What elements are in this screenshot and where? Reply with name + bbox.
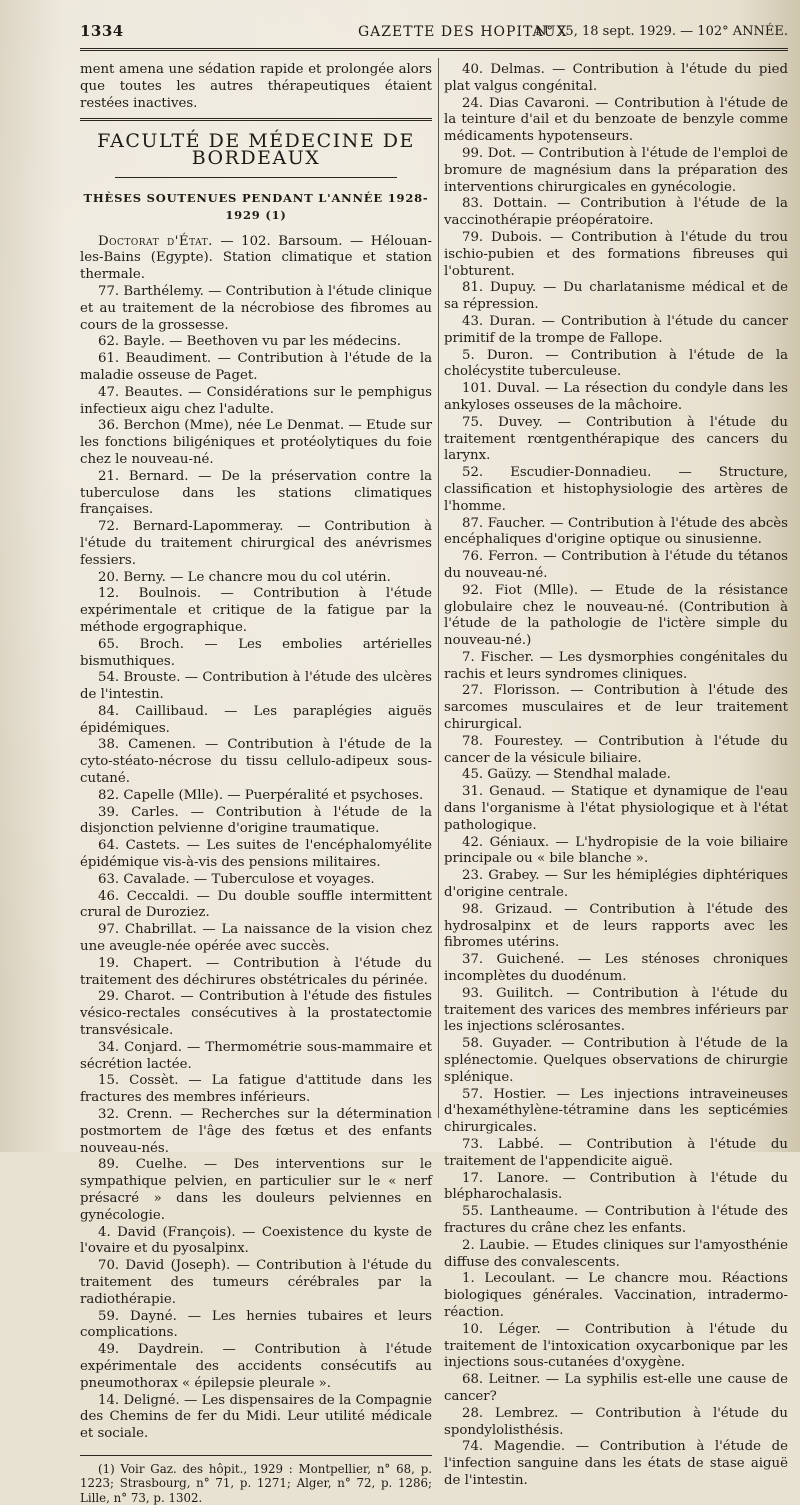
thesis-entry: 42. Géniaux. — L'hydropisie de la voie biliaire principale ou « bile blanche ». [444, 834, 788, 867]
entry-text: 21. Bernard. — De la préservation contre la tuberculose dans les stations climatiques françaises. [80, 468, 432, 518]
entry-text: — 102. Barsoum. — Hélouan-les-Bains (Egypte). Station climatique et station thermale. [80, 233, 432, 283]
thesis-entry [80, 637, 432, 671]
thesis-entry [80, 1073, 432, 1107]
thesis-entry [80, 670, 432, 704]
thesis-entry: 78. Fourestey. — Contribution à l'étude du cancer de la vésicule biliaire. [444, 733, 788, 766]
thesis-entry: 5. Duron. — Contribution à l'étude de la cholécystite tuberculeuse. [444, 347, 788, 380]
entry-text: 39. Carles. — Contribution à l'étude de la disjonction pelvienne d'origine traumatique. [80, 804, 432, 837]
thesis-entry [80, 385, 432, 419]
thesis-entry [80, 334, 432, 351]
entry-text: 54. Brouste. — Contribution à l'étude des ulcères de l'intestin. [80, 670, 432, 703]
thesis-entry [80, 956, 432, 990]
thesis-entry [80, 519, 432, 569]
thesis-entry [80, 351, 432, 385]
thesis-entry [80, 469, 432, 519]
thesis-entry: 101. Duval. — La résection du condyle dans les ankyloses osseuses de la mâchoire. [444, 381, 788, 413]
entry-text: 77. Barthélemy. — Contribution à l'étude clinique et au traitement de la nécrobiose des fibromes au cours de la grossesse. [80, 283, 432, 333]
right-thesis-list [444, 62, 788, 1490]
entry-text: 61. Beaudiment. — Contribution à l'étude de la maladie osseuse de Paget. [80, 351, 432, 383]
thesis-entry: 73. Labbé. — Contribution à l'étude du traitement de l'appendicite aiguë. [444, 1137, 788, 1169]
left-column [80, 62, 432, 1505]
thesis-entry [80, 872, 432, 889]
journal-title: GAZETTE DES HOPITAUX [358, 24, 568, 40]
thesis-entry: 58. Guyader. — Contribution à l'étude de la splénectomie. Quelques observations de chirurgie splénique. [444, 1036, 788, 1085]
thesis-entry [80, 570, 432, 587]
entry-text: 14. Deligné. — Les dispensaires de la Compagnie des Chemins de fer du Midi. Leur utilité médicale et sociale. [80, 1392, 432, 1442]
thesis-entry: 45. Gaüzy. — Stendhal malade. [462, 767, 671, 783]
entry-text: 72. Bernard-Lapommeray. — Contribution à l'étude du traitement chirurgical des anévrismes fessiers. [80, 519, 432, 568]
entry-text: 34. Conjard. — Thermométrie sous-mammaire et sécrétion lactée. [80, 1039, 432, 1072]
entry-text: 49. Daydrein. — Contribution à l'étude expérimentale des accidents consécutifs au pneumothorax « épilepsie pleurale ». [80, 1342, 432, 1391]
theses-title: THÈSES SOUTENUES PENDANT L'ANNÉE 1928-1929 (1) [83, 190, 429, 222]
title-rule [115, 177, 397, 178]
thesis-entry [80, 838, 432, 872]
entry-text: 32. Crenn. — Recherches sur la détermination postmortem de l'âge des fœtus et des enfants nouveau-nés. [80, 1107, 432, 1156]
entry-text: 82. Capelle (Mlle). — Puerpéralité et psychoses. [98, 787, 424, 803]
thesis-entry: 55. Lantheaume. — Contribution à l'étude des fractures du crâne chez les enfants. [444, 1204, 788, 1236]
entry-text: 46. Ceccaldi. — Du double souffle intermittent crural de Duroziez. [80, 888, 432, 921]
thesis-entry: 40. Delmas. — Contribution à l'étude du pied plat valgus congénital. [444, 62, 788, 94]
entry-text: 97. Chabrillat. — La naissance de la vision chez une aveugle-née opérée avec succès. [80, 922, 432, 955]
entry-text: 59. Dayné. — Les hernies tubaires et leurs complications. [80, 1308, 432, 1341]
thesis-entry: 75. Duvey. — Contribution à l'étude du traitement rœntgenthérapique des cancers du larynx. [444, 414, 788, 464]
thesis-entry: 74. Magendie. — Contribution à l'étude de l'infection sanguine dans les états de stase aiguë de l'intestin. [444, 1439, 788, 1488]
thesis-entry: 68. Leitner. — La syphilis est-elle une cause de cancer? [444, 1372, 788, 1404]
thesis-entry [80, 1225, 432, 1259]
thesis-entry: 7. Fischer. — Les dysmorphies congénitales du rachis et leurs syndromes cliniques. [444, 649, 788, 682]
entry-text: 29. Charot. — Contribution à l'étude des fistules vésico-rectales consécutives à la prostatectomie transvésicale. [80, 989, 432, 1039]
thesis-entry: 28. Lembrez. — Contribution à l'étude du spondylolisthésis. [444, 1405, 788, 1438]
faculty-title: FACULTÉ DE MÉDECINE DE BORDEAUX [97, 130, 415, 170]
thesis-entry: 83. Dottain. — Contribution à l'étude de la vaccinothérapie préopératoire. [444, 196, 788, 229]
thesis-entry: 43. Duran. — Contribution à l'étude du cancer primitif de la trompe de Fallope. [444, 313, 788, 346]
thesis-entry [80, 284, 432, 334]
left-thesis-list [80, 234, 432, 1443]
entry-text: 70. David (Joseph). — Contribution à l'étude du traitement des tumeurs cérébrales par la radiothérapie. [80, 1258, 432, 1307]
thesis-entry [80, 1040, 432, 1074]
entry-text: 64. Castets. — Les suites de l'encéphalomyélite épidémique vis-à-vis des pensions militaires. [80, 838, 432, 871]
thesis-entry [80, 1258, 432, 1308]
thesis-entry: 1. Lecoulant. — Le chancre mou. Réactions biologiques générales. Vaccination, intradermo-réaction. [444, 1271, 788, 1320]
entry-text: 12. Boulnois. — Contribution à l'étude expérimentale et critique de la fatigue par la méthode ergographique. [80, 586, 432, 635]
entry-text: 47. Beautes. — Considérations sur le pemphigus infectieux aigu chez l'adulte. [80, 384, 432, 417]
thesis-entry [80, 1393, 432, 1443]
thesis-entry: 92. Fiot (Mlle). — Etude de la résistance globulaire chez le nouveau-né. (Contribution à l'étude de la pathologie de l'ictère simple du nouveau-né.) [444, 582, 788, 649]
issue-info: N° 75, 18 sept. 1929. — 102° ANNÉE. [535, 24, 788, 39]
thesis-entry: 10. Léger. — Contribution à l'étude du traitement de l'intoxication oxycarbonique par les injections sous-cutanées d'oxygène. [444, 1321, 788, 1371]
entry-text: 89. Cuelhe. — Des interventions sur le sympathique pelvien, en particulier sur le « nerf présacré » dans les douleurs pelviennes en gynécologie. [80, 1157, 432, 1223]
thesis-entry: 23. Grabey. — Sur les hémiplégies diphtériques d'origine centrale. [444, 868, 788, 901]
entry-text: 36. Berchon (Mme), née Le Denmat. — Etude sur les fonctions biligéniques et protéolytiques du foie chez le nouveau-né. [80, 418, 432, 467]
entry-text: 19. Chapert. — Contribution à l'étude du traitement des déchirures obstétricales du périnée. [80, 955, 432, 988]
thesis-entry: 24. Dias Cavaroni. — Contribution à l'étude de la teinture d'ail et du benzoate de benzyle comme médicaments hypotenseurs. [444, 95, 788, 145]
thesis-entry [80, 1309, 432, 1343]
thesis-entry [80, 989, 432, 1039]
thesis-entry [80, 805, 432, 839]
entry-text: 4. David (François). — Coexistence du kyste de l'ovaire et du pyosalpinx. [80, 1224, 432, 1257]
thesis-entry: 17. Lanore. — Contribution à l'étude du blépharochalasis. [444, 1170, 788, 1203]
thesis-entry: 87. Faucher. — Contribution à l'étude des abcès encéphaliques d'origine optique ou sinusienne. [444, 515, 788, 548]
right-column [444, 62, 788, 1490]
thesis-entry: 31. Genaud. — Statique et dynamique de l'eau dans l'organisme à l'état physiologique et à l'état pathologique. [444, 784, 788, 833]
thesis-entry: 52. Escudier-Donnadieu. — Structure, classification et histophysiologie des artères de l'homme. [444, 465, 788, 514]
entry-text: 20. Berny. — Le chancre mou du col utérin. [98, 569, 391, 585]
thesis-entry [80, 1342, 432, 1392]
section-rule [80, 118, 432, 121]
entry-heading: Doctorat d'État. [98, 233, 213, 249]
entry-text: 15. Cossèt. — La fatigue d'attitude dans les fractures des membres inférieurs. [80, 1073, 432, 1106]
intro-paragraph: ment amena une sédation rapide et prolongée alors que toutes les autres thérapeutiques étaient restées inactives. [80, 62, 432, 111]
thesis-entry: 98. Grizaud. — Contribution à l'étude des hydrosalpinx et de leurs rapports avec les fibromes utérins. [444, 901, 788, 951]
thesis-entry [80, 418, 432, 468]
thesis-entry [80, 586, 432, 636]
thesis-entry [80, 704, 432, 738]
thesis-entry [80, 737, 432, 787]
page-number: 1334 [80, 22, 124, 40]
thesis-entry: 27. Florisson. — Contribution à l'étude des sarcomes musculaires et de leur traitement chirurgical. [444, 683, 788, 733]
thesis-entry [80, 889, 432, 923]
entry-text: 38. Camenen. — Contribution à l'étude de la cyto-stéato-nécrose du tissu cellulo-adipeux sous-cutané. [80, 737, 432, 787]
header-rule [80, 48, 788, 51]
thesis-entry: 79. Dubois. — Contribution à l'étude du trou ischio-pubien et des formations fibreuses qui l'obturent. [444, 229, 788, 279]
entry-text: 84. Caillibaud. — Les paraplégies aiguës épidémiques. [80, 703, 432, 736]
thesis-entry: 99. Dot. — Contribution à l'étude de l'emploi de bromure de magnésium dans la préparation des interventions chirurgicales en gynécologie. [444, 145, 788, 195]
thesis-entry: 37. Guichené. — Les sténoses chroniques incomplètes du duodénum. [444, 952, 788, 985]
entry-text: 62. Bayle. — Beethoven vu par les médecins. [98, 334, 401, 350]
thesis-entry: 81. Dupuy. — Du charlatanisme médical et de sa répression. [444, 280, 788, 313]
thesis-entry [80, 788, 432, 805]
entry-text: 63. Cavalade. — Tuberculose et voyages. [98, 871, 375, 887]
thesis-entry [80, 1107, 432, 1157]
thesis-entry [80, 234, 432, 284]
page-header [80, 22, 788, 42]
column-divider [438, 58, 439, 1118]
thesis-entry [80, 922, 432, 956]
thesis-entry: 93. Guilitch. — Contribution à l'étude du traitement des varices des membres inférieurs par les injections sclérosantes. [444, 985, 788, 1035]
thesis-entry: 57. Hostier. — Les injections intraveineuses d'hexaméthylène-tétramine dans les septicémies chirurgicales. [444, 1086, 788, 1136]
footnote-rule [80, 1455, 432, 1456]
footnote: (1) Voir Gaz. des hôpit., 1929 : Montpellier, n° 68, p. 1223; Strasbourg, n° 71, p. 1271; Alger, n° 72, p. 1286; Lille, n° 73, p. 1302. [80, 1461, 432, 1505]
thesis-entry: 76. Ferron. — Contribution à l'étude du tétanos du nouveau-né. [444, 549, 788, 581]
thesis-entry: 2. Laubie. — Etudes cliniques sur l'amyosthénie diffuse des convalescents. [444, 1237, 788, 1270]
entry-text: 65. Broch. — Les embolies artérielles bismuthiques. [80, 636, 432, 669]
thesis-entry [80, 1157, 432, 1224]
